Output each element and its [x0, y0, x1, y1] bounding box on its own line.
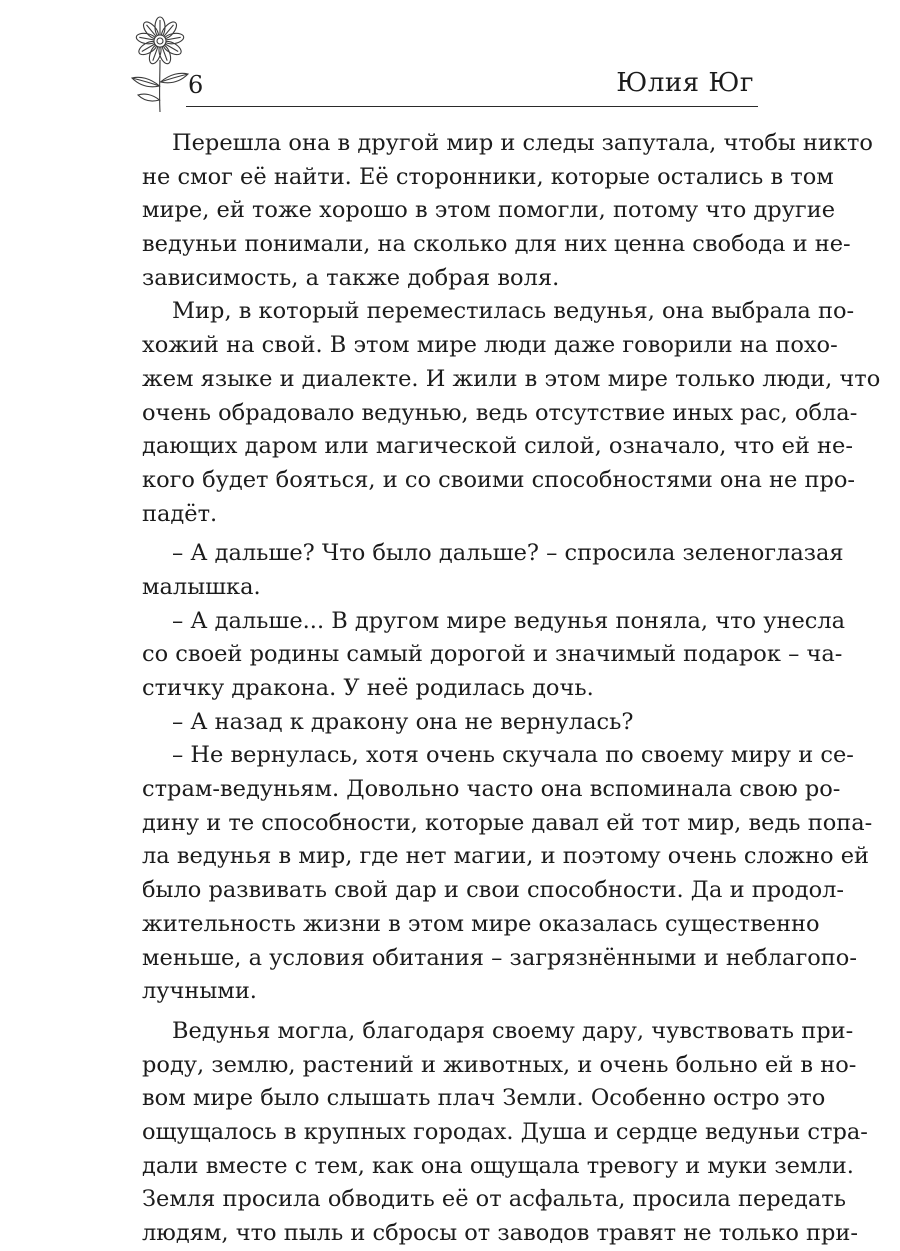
- text-line: со своей родины самый дорогой и значимый подарок – ча-: [142, 641, 843, 668]
- paragraph: [142, 127, 873, 295]
- text-line: – А назад к дракону она не вернулась?: [172, 708, 634, 735]
- text-line: – А дальше? Что было дальше? – спросила зеленоглазая: [172, 540, 844, 567]
- flower-ornament-icon: [128, 16, 192, 114]
- paragraph: [142, 537, 844, 604]
- text-line: не смог её найти. Её сторонники, которые остались в том: [142, 163, 834, 190]
- body-text: [142, 127, 881, 1251]
- text-line: было развивать свой дар и свои способности. Да и продол-: [142, 877, 845, 904]
- text-line: ощущалось в крупных городах. Душа и сердце ведуньи стра-: [142, 1118, 868, 1145]
- paragraph: [142, 739, 873, 1009]
- text-line: дали вместе с тем, как она ощущала тревогу и муки земли.: [142, 1152, 854, 1179]
- text-line: ведуньи понимали, на сколько для них ценна свобода и не-: [142, 231, 851, 258]
- text-line: лучными.: [142, 978, 257, 1005]
- text-line: вом мире было слышать плач Земли. Особенно остро это: [142, 1085, 826, 1112]
- text-line: зависимость, а также добрая воля.: [142, 264, 560, 291]
- page-number: 6: [188, 71, 204, 99]
- text-line: – А дальше... В другом мире ведунья поняла, что унесла: [172, 607, 846, 634]
- text-line: кого будет бояться, и со своими способностями она не про-: [142, 466, 856, 493]
- paragraph: [142, 706, 758, 740]
- text-line: Земля просила обводить её от асфальта, просила передать: [142, 1186, 846, 1213]
- text-line: жительность жизни в этом мире оказалась существенно: [142, 910, 820, 937]
- text-line: страм-ведуньям. Довольно часто она вспоминала свою ро-: [142, 776, 841, 803]
- text-line: жем языке и диалекте. И жили в этом мире только люди, что: [142, 365, 881, 392]
- text-line: Перешла она в другой мир и следы запутала, чтобы никто: [172, 130, 873, 156]
- text-line: ла ведунья в мир, где нет магии, и поэтому очень сложно ей: [142, 843, 870, 870]
- text-line: стичку дракона. У неё родилась дочь.: [142, 675, 594, 701]
- paragraph: [142, 295, 881, 531]
- text-line: дину и те способности, которые давал ей тот мир, ведь попа-: [142, 809, 873, 836]
- paragraph: [142, 605, 846, 706]
- text-line: Ведунья могла, благодаря своему дару, чувствовать при-: [172, 1017, 854, 1044]
- text-line: мире, ей тоже хорошо в этом помогли, потому что другие: [142, 197, 836, 224]
- text-line: малышка.: [142, 573, 261, 600]
- text-line: – Не вернулась, хотя очень скучала по своему миру и се-: [172, 742, 854, 769]
- text-line: меньше, а условия обитания – загрязнёнными и неблагопо-: [142, 944, 857, 971]
- text-line: дающих даром или магической силой, означало, что ей не-: [142, 433, 853, 460]
- text-line: падёт.: [142, 500, 218, 527]
- text-line: очень обрадовало ведунью, ведь отсутствие иных рас, обла-: [142, 399, 858, 426]
- text-line: роду, землю, растений и животных, и очень больно ей в но-: [142, 1051, 857, 1078]
- header-divider: [186, 106, 758, 107]
- text-line: людям, что пыль и сбросы от заводов травят не только при-: [142, 1220, 859, 1246]
- text-line: хожий на свой. В этом мире люди даже говорили на похо-: [142, 332, 838, 359]
- text-line: Мир, в который переместилась ведунья, она выбрала по-: [172, 298, 855, 325]
- paragraph: [142, 1015, 868, 1251]
- running-header-author: Юлия Юг: [616, 68, 754, 98]
